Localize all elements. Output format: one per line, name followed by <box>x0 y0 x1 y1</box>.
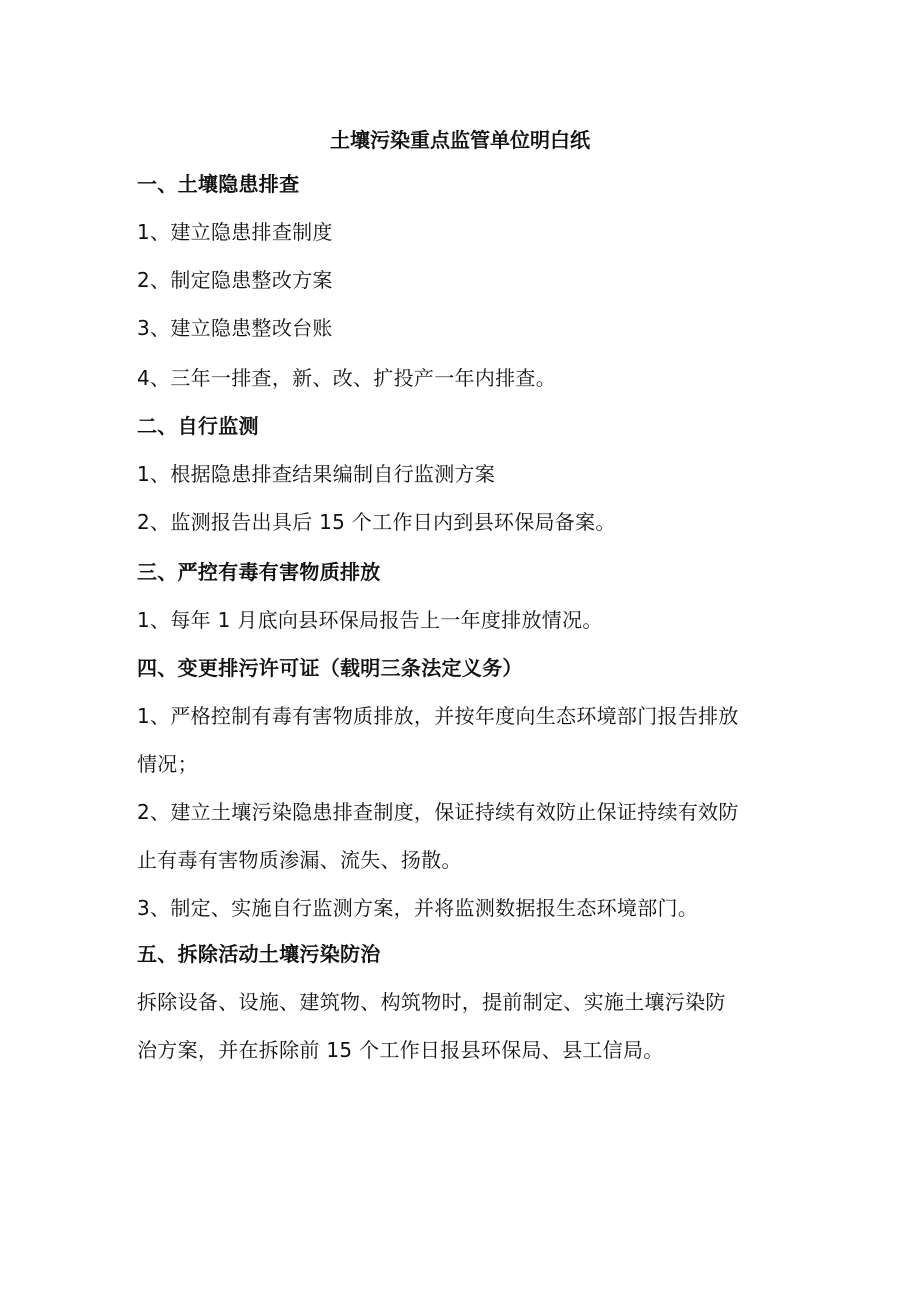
page-title: 土壤污染重点监管单位明白纸 <box>330 128 590 152</box>
section-5-line-1: 拆除设备、设施、建筑物、构筑物时，提前制定、实施土壤污染防 <box>137 990 726 1014</box>
section-4-line-5: 3、制定、实施自行监测方案，并将监测数据报生态环境部门。 <box>137 896 699 920</box>
section-4-line-2: 情况； <box>137 752 198 776</box>
section-heading-3: 三、严控有毒有害物质排放 <box>137 560 381 584</box>
section-1-line-3: 3、建立隐患整改台账 <box>137 316 333 340</box>
section-heading-2: 二、自行监测 <box>137 414 259 438</box>
section-1-line-4: 4、三年一排查，新、改、扩投产一年内排查。 <box>137 366 557 390</box>
section-4-line-1: 1、严格控制有毒有害物质排放，并按年度向生态环境部门报告排放 <box>137 704 739 728</box>
section-1-line-2: 2、制定隐患整改方案 <box>137 268 333 292</box>
section-heading-4: 四、变更排污许可证（载明三条法定义务） <box>137 656 523 680</box>
section-1-line-1: 1、建立隐患排查制度 <box>137 220 333 244</box>
section-5-line-2: 治方案，并在拆除前 15 个工作日报县环保局、县工信局。 <box>137 1038 664 1062</box>
section-2-line-1: 1、根据隐患排查结果编制自行监测方案 <box>137 462 496 486</box>
section-3-line-1: 1、每年 1 月底向县环保局报告上一年度排放情况。 <box>137 608 603 632</box>
section-2-line-2: 2、监测报告出具后 15 个工作日内到县环保局备案。 <box>137 510 616 534</box>
section-4-line-4: 止有毒有害物质渗漏、流失、扬散。 <box>137 848 462 872</box>
section-heading-5: 五、拆除活动土壤污染防治 <box>137 942 381 966</box>
section-4-line-3: 2、建立土壤污染隐患排查制度，保证持续有效防止保证持续有效防 <box>137 800 739 824</box>
section-heading-1: 一、土壤隐患排查 <box>137 172 300 196</box>
